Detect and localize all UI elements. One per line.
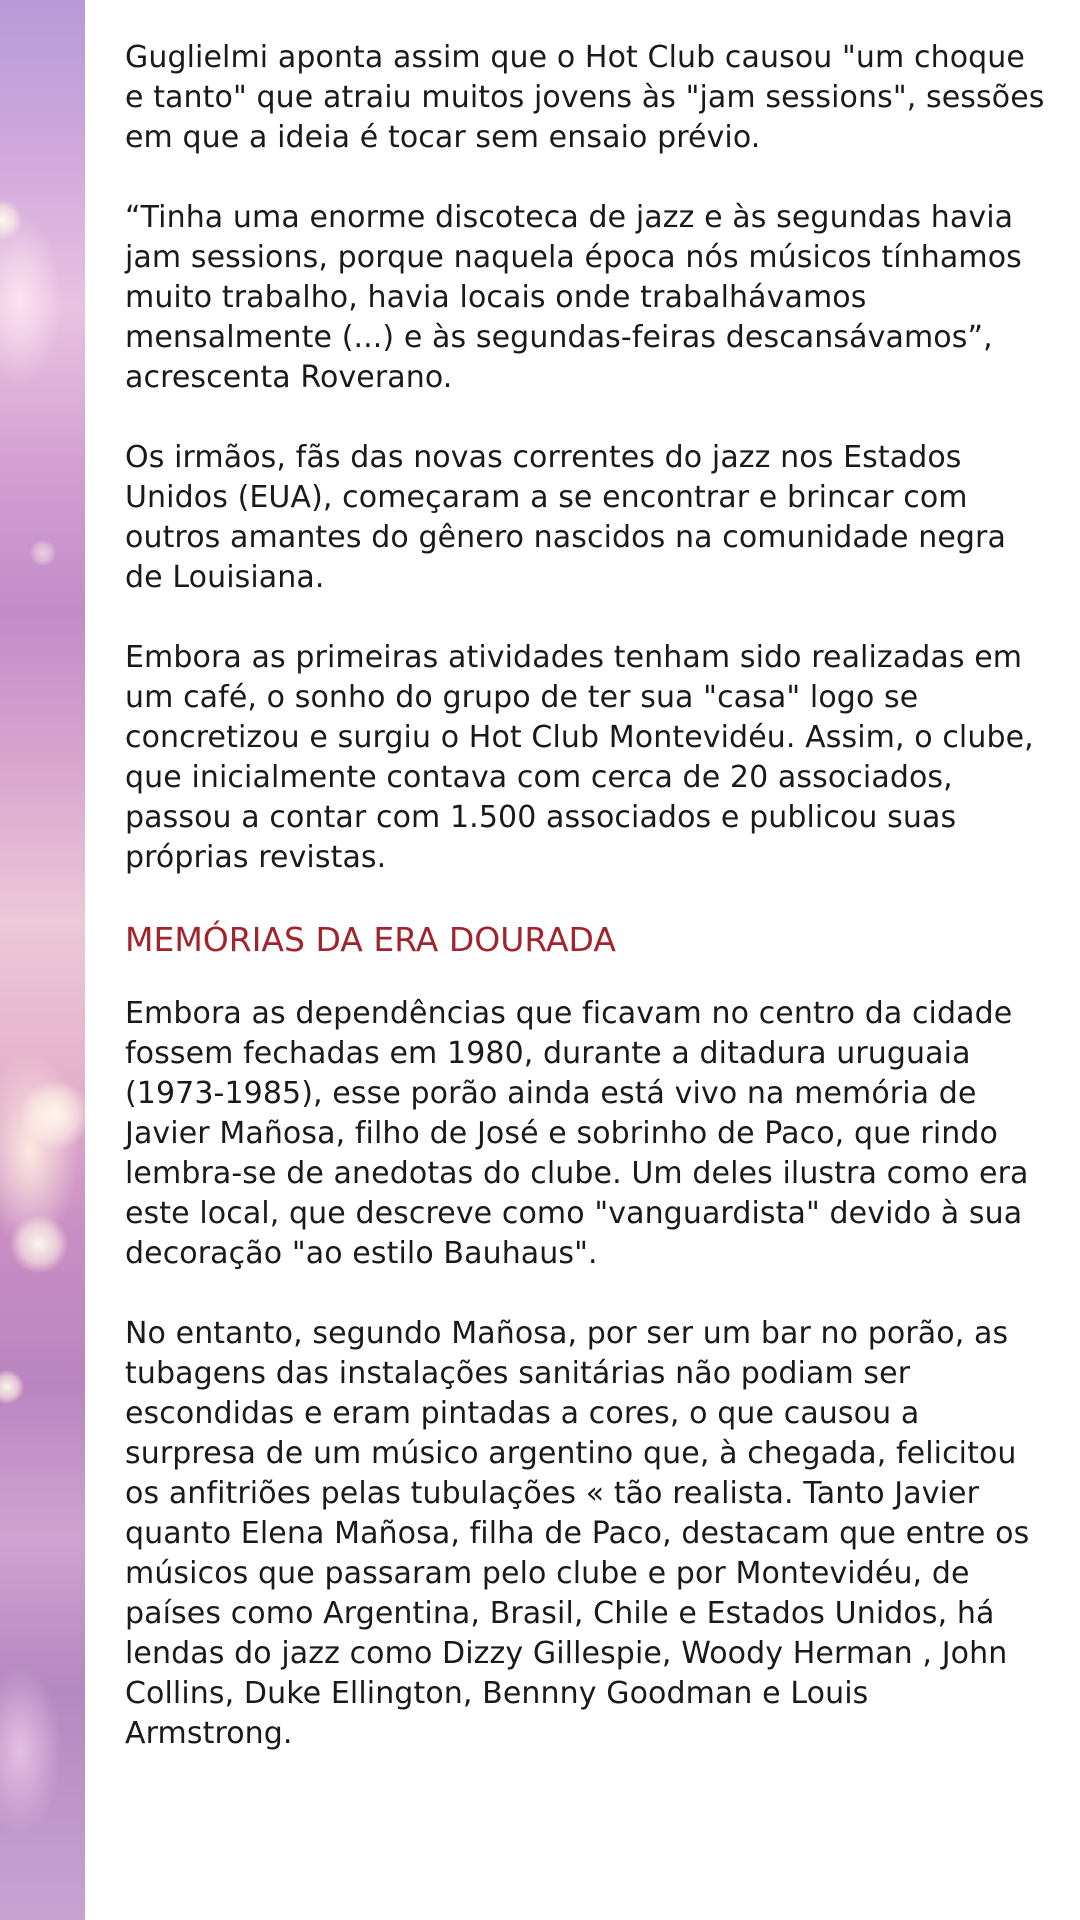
article-paragraph-2: “Tinha uma enorme discoteca de jazz e às segundas havia jam sessions, porque naquela época nós músicos tínhamos muito trabalho, havia locais onde trabalhávamos mensalmente (...) e às segundas-feiras descansávamos”, acrescenta Roverano. (125, 200, 1022, 395)
article-paragraph-1: Guglielmi aponta assim que o Hot Club causou "um choque e tanto" que atraiu muitos jovens às "jam sessions", sessões em que a ideia é tocar sem ensaio prévio. (125, 40, 1045, 155)
article-paragraph-6: No entanto, segundo Mañosa, por ser um bar no porão, as tubagens das instalações sanitárias não podiam ser escondidas e eram pintadas a cores, o que causou a surpresa de um músico argentino que, à chegada, felicitou os anfitriões pelas tubulações « tão realista. Tanto Javier quanto Elena Mañosa, filha de Paco, destacam que entre os músicos que passaram pelo clube e por Montevidéu, de países como Argentina, Brasil, Chile e Estados Unidos, há lendas do jazz como Dizzy Gillespie, Woody Herman , John Collins, Duke Ellington, Bennny Goodman e Louis Armstrong. (125, 1316, 1030, 1751)
bokeh-light (10, 1215, 68, 1273)
bokeh-light (30, 540, 56, 566)
bokeh-light (20, 1080, 85, 1150)
bokeh-light (0, 1370, 24, 1404)
article-paragraph-4: Embora as primeiras atividades tenham sido realizadas em um café, o sonho do grupo de ter sua "casa" logo se concretizou e surgiu o Hot Club Montevidéu. Assim, o clube, que inicialmente contava com cerca de 20 associados, passou a contar com 1.500 associados e publicou suas próprias revistas. (125, 640, 1034, 875)
section-heading: MEMÓRIAS DA ERA DOURADA (125, 920, 616, 959)
article-paragraph-3: Os irmãos, fãs das novas correntes do jazz nos Estados Unidos (EUA), começaram a se encontrar e brincar com outros amantes do gênero nascidos na comunidade negra de Louisiana. (125, 440, 1006, 595)
bokeh-light (0, 200, 22, 240)
article-body (125, 38, 1045, 1794)
article-paragraph-5: Embora as dependências que ficavam no centro da cidade fossem fechadas em 1980, durante a ditadura uruguaia (1973-1985), esse porão ainda está vivo na memória de Javier Mañosa, filho de José e sobrinho de Paco, que rindo lembra-se de anedotas do clube. Um deles ilustra como era este local, que descreve como "vanguardista" devido à sua decoração "ao estilo Bauhaus". (125, 996, 1029, 1271)
decorative-bokeh-strip (0, 0, 85, 1920)
